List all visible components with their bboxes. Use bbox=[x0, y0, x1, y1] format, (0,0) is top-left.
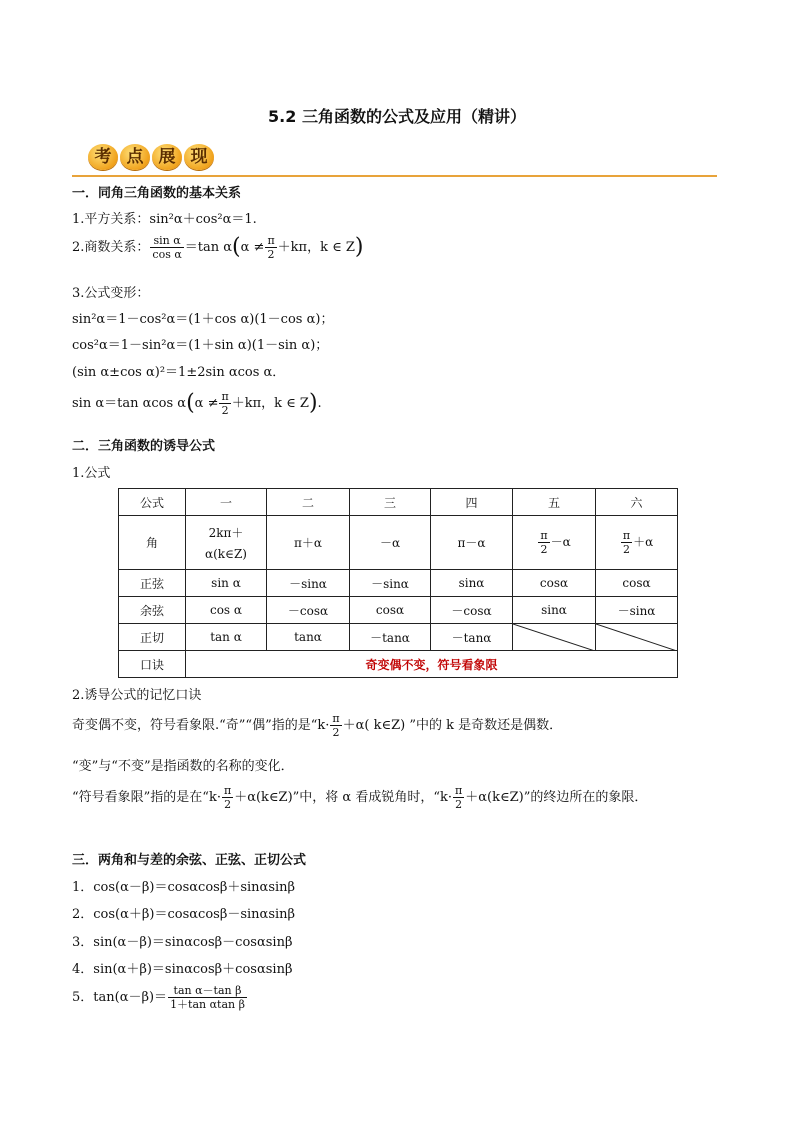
fraction-pi-over-2: $\frac{\pi}{2}$ bbox=[267, 234, 275, 261]
banner-divider bbox=[72, 175, 717, 177]
induction-formula-table bbox=[118, 488, 678, 678]
table-header-cell: 四 bbox=[431, 489, 513, 516]
table-cell: 余弦 bbox=[119, 597, 186, 624]
formula-quotient-relation: 2.商数关系： $\frac{\text{sin α}}{\text{cos α}}$ ＝tan α(α ≠ $\frac{\pi}{2}$ ＋kπ，k ∈ Z) bbox=[72, 234, 364, 261]
section-heading-1: 一．同角三角函数的基本关系 bbox=[72, 186, 242, 201]
table-cell: 正弦 bbox=[119, 570, 186, 597]
fraction: $\frac{\text{tan α－tan β}}{\text{1＋tan αtan β}}$ bbox=[170, 984, 245, 1011]
page-title: 5.2 三角函数的公式及应用（精讲） bbox=[268, 107, 526, 126]
table-row bbox=[119, 489, 678, 516]
section-heading-3: 三．两角和与差的余弦、正弦、正切公式 bbox=[72, 853, 307, 868]
table-row bbox=[119, 597, 678, 624]
formula-cos-diff: 1．cos(α－β)＝cosαcosβ＋sinαsinβ bbox=[72, 880, 296, 895]
table-cell: 口诀 bbox=[119, 651, 186, 678]
fraction: $\frac{\text{sin α}}{\text{cos α}}$ bbox=[152, 234, 182, 261]
table-cell: $\frac{\pi}{2}$ －α bbox=[513, 516, 596, 570]
formula-sin-cos-square: (sin α±cos α)²＝1±2sin αcos α． bbox=[72, 365, 286, 380]
table-cell: cosα bbox=[513, 570, 596, 597]
diagonal-line bbox=[513, 624, 595, 651]
table-cell: sinα bbox=[431, 570, 513, 597]
table-cell: cos α bbox=[186, 597, 267, 624]
table-header-cell: 一 bbox=[186, 489, 267, 516]
table-header-cell: 二 bbox=[267, 489, 350, 516]
mnemonic-line-3: “符号看象限”指的是在“k· $\frac{\pi}{2}$ ＋α(k∈Z)”中，将 α 看成锐角时，“k· $\frac{\pi}{2}$ ＋α(k∈Z)”的终边所在的象限． bbox=[72, 784, 648, 811]
formula-sin-sum: 4．sin(α＋β)＝sinαcosβ＋cosαsinβ bbox=[72, 962, 293, 977]
table-cell: 2kπ＋ α(k∈Z) bbox=[186, 516, 267, 570]
rule-text: 奇变偶不变，符号看象限 bbox=[186, 651, 678, 678]
table-cell: 角 bbox=[119, 516, 186, 570]
table-cell: 正切 bbox=[119, 624, 186, 651]
banner-char: 展 bbox=[152, 144, 182, 170]
table-cell: sin α bbox=[186, 570, 267, 597]
table-cell: －α bbox=[350, 516, 431, 570]
table-cell: tan α bbox=[186, 624, 267, 651]
fraction-pi-over-2: $\frac{\pi}{2}$ bbox=[221, 390, 229, 417]
banner-char: 现 bbox=[184, 144, 214, 170]
text-formula-variants: 3.公式变形： bbox=[72, 286, 150, 301]
table-header-cell: 五 bbox=[513, 489, 596, 516]
formula-sin-diff: 3．sin(α－β)＝sinαcosβ－cosαsinβ bbox=[72, 935, 293, 950]
table-header-cell: 三 bbox=[350, 489, 431, 516]
mnemonic-line-2: “变”与“不变”是指函数的名称的变化． bbox=[72, 759, 294, 774]
formula-square-relation: 1.平方关系：sin²α＋cos²α＝1. bbox=[72, 212, 257, 227]
mnemonic-line-1: 奇变偶不变，符号看象限.“奇”“偶”指的是“k· $\frac{\pi}{2}$ ＋α( k∈Z) ”中的 k 是奇数还是偶数． bbox=[72, 712, 563, 739]
table-row bbox=[119, 651, 678, 678]
diagonal-line bbox=[596, 624, 677, 651]
table-cell: π－α bbox=[431, 516, 513, 570]
banner-char: 考 bbox=[88, 144, 118, 170]
table-row bbox=[119, 624, 678, 651]
table-cell: －tanα bbox=[431, 624, 513, 651]
table-cell-empty-diagonal bbox=[596, 624, 678, 651]
table-row bbox=[119, 570, 678, 597]
table-header-cell: 公式 bbox=[119, 489, 186, 516]
formula-cos-squared: cos²α＝1－sin²α＝(1＋sin α)(1－sin α)； bbox=[72, 338, 329, 353]
sub-heading-mnemonic: 2.诱导公式的记忆口诀 bbox=[72, 688, 202, 703]
formula-sin-tan-cos: sin α＝tan αcos α(α ≠ $\frac{\pi}{2}$ ＋kπ，k ∈ Z). bbox=[72, 390, 322, 417]
table-cell: tanα bbox=[267, 624, 350, 651]
formula-cos-sum: 2．cos(α＋β)＝cosαcosβ－sinαsinβ bbox=[72, 907, 296, 922]
formula-tan-diff: 5．tan(α－β)＝ $\frac{\text{tan α－tan β}}{\text{1＋tan αtan β}}$ bbox=[72, 984, 245, 1011]
table-cell: －cosα bbox=[431, 597, 513, 624]
table-cell: －sinα bbox=[596, 597, 678, 624]
sub-heading-formulas: 1.公式 bbox=[72, 466, 111, 481]
table-cell: $\frac{\pi}{2}$ ＋α bbox=[596, 516, 678, 570]
formula-sin-squared: sin²α＝1－cos²α＝(1＋cos α)(1－cos α)； bbox=[72, 312, 334, 327]
table-cell: sinα bbox=[513, 597, 596, 624]
table-cell: －sinα bbox=[350, 570, 431, 597]
table-cell: －tanα bbox=[350, 624, 431, 651]
table-header-cell: 六 bbox=[596, 489, 678, 516]
table-cell: π＋α bbox=[267, 516, 350, 570]
banner-char: 点 bbox=[120, 144, 150, 170]
table-cell: cosα bbox=[596, 570, 678, 597]
table-cell-empty-diagonal bbox=[513, 624, 596, 651]
section-heading-2: 二．三角函数的诱导公式 bbox=[72, 439, 216, 454]
section-banner bbox=[88, 144, 214, 170]
table-row bbox=[119, 516, 678, 570]
table-cell: cosα bbox=[350, 597, 431, 624]
table-cell: －cosα bbox=[267, 597, 350, 624]
table-cell: －sinα bbox=[267, 570, 350, 597]
